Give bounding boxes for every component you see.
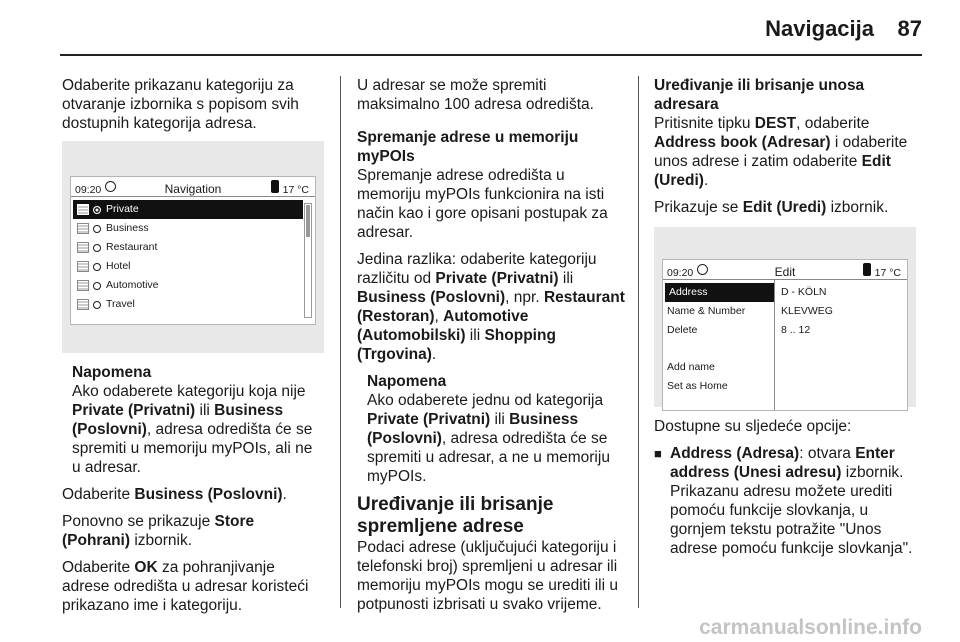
list-item[interactable]: Private bbox=[73, 200, 303, 219]
page-number: 87 bbox=[897, 16, 922, 41]
subheading: Uređivanje ili brisanje unosa adresara bbox=[654, 77, 865, 113]
radio-icon bbox=[93, 263, 101, 271]
column-divider bbox=[638, 76, 639, 608]
edit-options bbox=[663, 280, 775, 410]
list-item[interactable]: Hotel bbox=[73, 257, 303, 276]
paragraph: Dostupne su sljedeće opcije: bbox=[654, 418, 852, 435]
note-heading: Napomena bbox=[367, 373, 447, 390]
paragraph: Odaberite OK za pohranjivanje adrese odredišta u adresar koristeći prikazano ime i kategoriju. bbox=[62, 559, 309, 614]
menu-item-name-number[interactable]: Name & Number bbox=[667, 305, 746, 317]
address-city: D - KÖLN bbox=[781, 286, 827, 298]
paragraph: Odaberite prikazanu kategoriju za otvaranje izbornika s popisom svih dostupnih kategorija adresa. bbox=[62, 77, 299, 132]
list-item[interactable]: Restaurant bbox=[73, 238, 303, 257]
category-icon bbox=[77, 223, 89, 234]
paragraph: Jedina razlika: odaberite kategoriju različitu od Private (Privatni) ili Business (Poslovni), npr. Restaurant (Restoran), Automotive (Automobilski) ili Shopping (Trgovina). bbox=[357, 251, 625, 363]
radio-icon bbox=[93, 206, 101, 214]
radio-icon bbox=[93, 244, 101, 252]
edit-screenshot bbox=[654, 227, 916, 407]
menu-item-delete[interactable]: Delete bbox=[667, 324, 698, 336]
edit-menu bbox=[663, 280, 907, 410]
clock-time: 09:20 bbox=[667, 267, 694, 279]
header-rule bbox=[60, 54, 922, 56]
page-header bbox=[0, 0, 960, 58]
radio-icon bbox=[93, 282, 101, 290]
category-icon bbox=[77, 261, 89, 272]
paragraph: Pritisnite tipku DEST, odaberite Address book (Adresar) i odaberite unos adrese i zatim odaberite Edit (Uredi). bbox=[654, 115, 908, 189]
column-divider bbox=[340, 76, 341, 608]
page-title: Navigacija bbox=[765, 16, 874, 41]
note-text: Ako odaberete jednu od kategorija Private (Privatni) ili Business (Poslovni), adresa odredišta će se spremiti u adresar, a ne u memoriju myPOIs. bbox=[367, 392, 610, 485]
address-street: KLEVWEG bbox=[781, 305, 833, 317]
address-number: 8 .. 12 bbox=[781, 324, 811, 336]
menu-item-address[interactable]: Address bbox=[665, 283, 774, 302]
paragraph: Podaci adrese (uključujući kategoriju i telefonski broj) spremljeni u adresar ili memoriju myPOIs mogu se urediti ili u potpunosti izbrisati u svako vrijeme. bbox=[357, 539, 618, 613]
thermometer-icon bbox=[863, 263, 871, 276]
page-footer bbox=[0, 612, 960, 642]
category-icon bbox=[77, 299, 89, 310]
column-2 bbox=[357, 76, 627, 622]
clock-time: 09:20 bbox=[75, 184, 102, 196]
column-1 bbox=[62, 76, 324, 623]
display-screen bbox=[70, 176, 316, 325]
note bbox=[72, 363, 324, 477]
display-screen bbox=[662, 259, 908, 411]
navigation-screenshot bbox=[62, 141, 324, 353]
category-icon bbox=[77, 280, 89, 291]
category-icon bbox=[77, 204, 89, 215]
scrollbar-thumb[interactable] bbox=[306, 205, 310, 237]
address-values bbox=[775, 280, 833, 410]
paragraph: Spremanje adrese odredišta u memoriju myPOIs funkcionira na isti način kao i gore opisani postupak za adresar. bbox=[357, 167, 608, 241]
watermark: carmanualsonline.info bbox=[699, 616, 922, 639]
category-list bbox=[71, 200, 315, 324]
status-bar bbox=[663, 260, 907, 280]
paragraph: U adresar se može spremiti maksimalno 100 adresa odredišta. bbox=[357, 77, 594, 113]
list-item[interactable]: Automotive bbox=[73, 276, 303, 295]
scrollbar[interactable] bbox=[304, 203, 312, 318]
column-3 bbox=[654, 76, 926, 558]
paragraph: Ponovno se prikazuje Store (Pohrani) izbornik. bbox=[62, 513, 255, 549]
bullet-icon: ■ bbox=[654, 446, 662, 461]
note-text: Ako odaberete kategoriju koja nije Private (Privatni) ili Business (Poslovni), adresa odredišta će se spremiti u memoriju myPOIs, ali ne u adresar. bbox=[72, 383, 313, 476]
thermometer-icon bbox=[271, 180, 279, 193]
radio-icon bbox=[93, 301, 101, 309]
screen-title: Navigation bbox=[164, 182, 222, 196]
list-item[interactable]: Travel bbox=[73, 295, 303, 314]
paragraph: Prikazuje se Edit (Uredi) izbornik. bbox=[654, 199, 889, 216]
note bbox=[367, 372, 627, 486]
category-icon bbox=[77, 242, 89, 253]
note-heading: Napomena bbox=[72, 364, 152, 381]
status-bar bbox=[71, 177, 315, 197]
temperature: 17 °C bbox=[874, 267, 901, 279]
menu-item-set-home[interactable]: Set as Home bbox=[667, 380, 728, 392]
subheading: Spremanje adrese u memoriju myPOIs bbox=[357, 129, 579, 165]
list-item[interactable]: Business bbox=[73, 219, 303, 238]
section-title: Uređivanje ili brisanje spremljene adrese bbox=[357, 494, 554, 537]
bullet-item: ■ Address (Adresa): otvara Enter address (Unesi adresu) izbornik. Prikazanu adresu možete urediti pomoću funkcije slovkanja, u gornjem tekstu potražite "Unos adrese pomoću funkcije slovkanja". bbox=[654, 445, 913, 557]
menu-item-add-name[interactable]: Add name bbox=[667, 361, 715, 373]
temperature: 17 °C bbox=[282, 184, 309, 196]
screen-title: Edit bbox=[774, 265, 796, 279]
paragraph: Odaberite Business (Poslovni). bbox=[62, 486, 287, 503]
radio-icon bbox=[93, 225, 101, 233]
